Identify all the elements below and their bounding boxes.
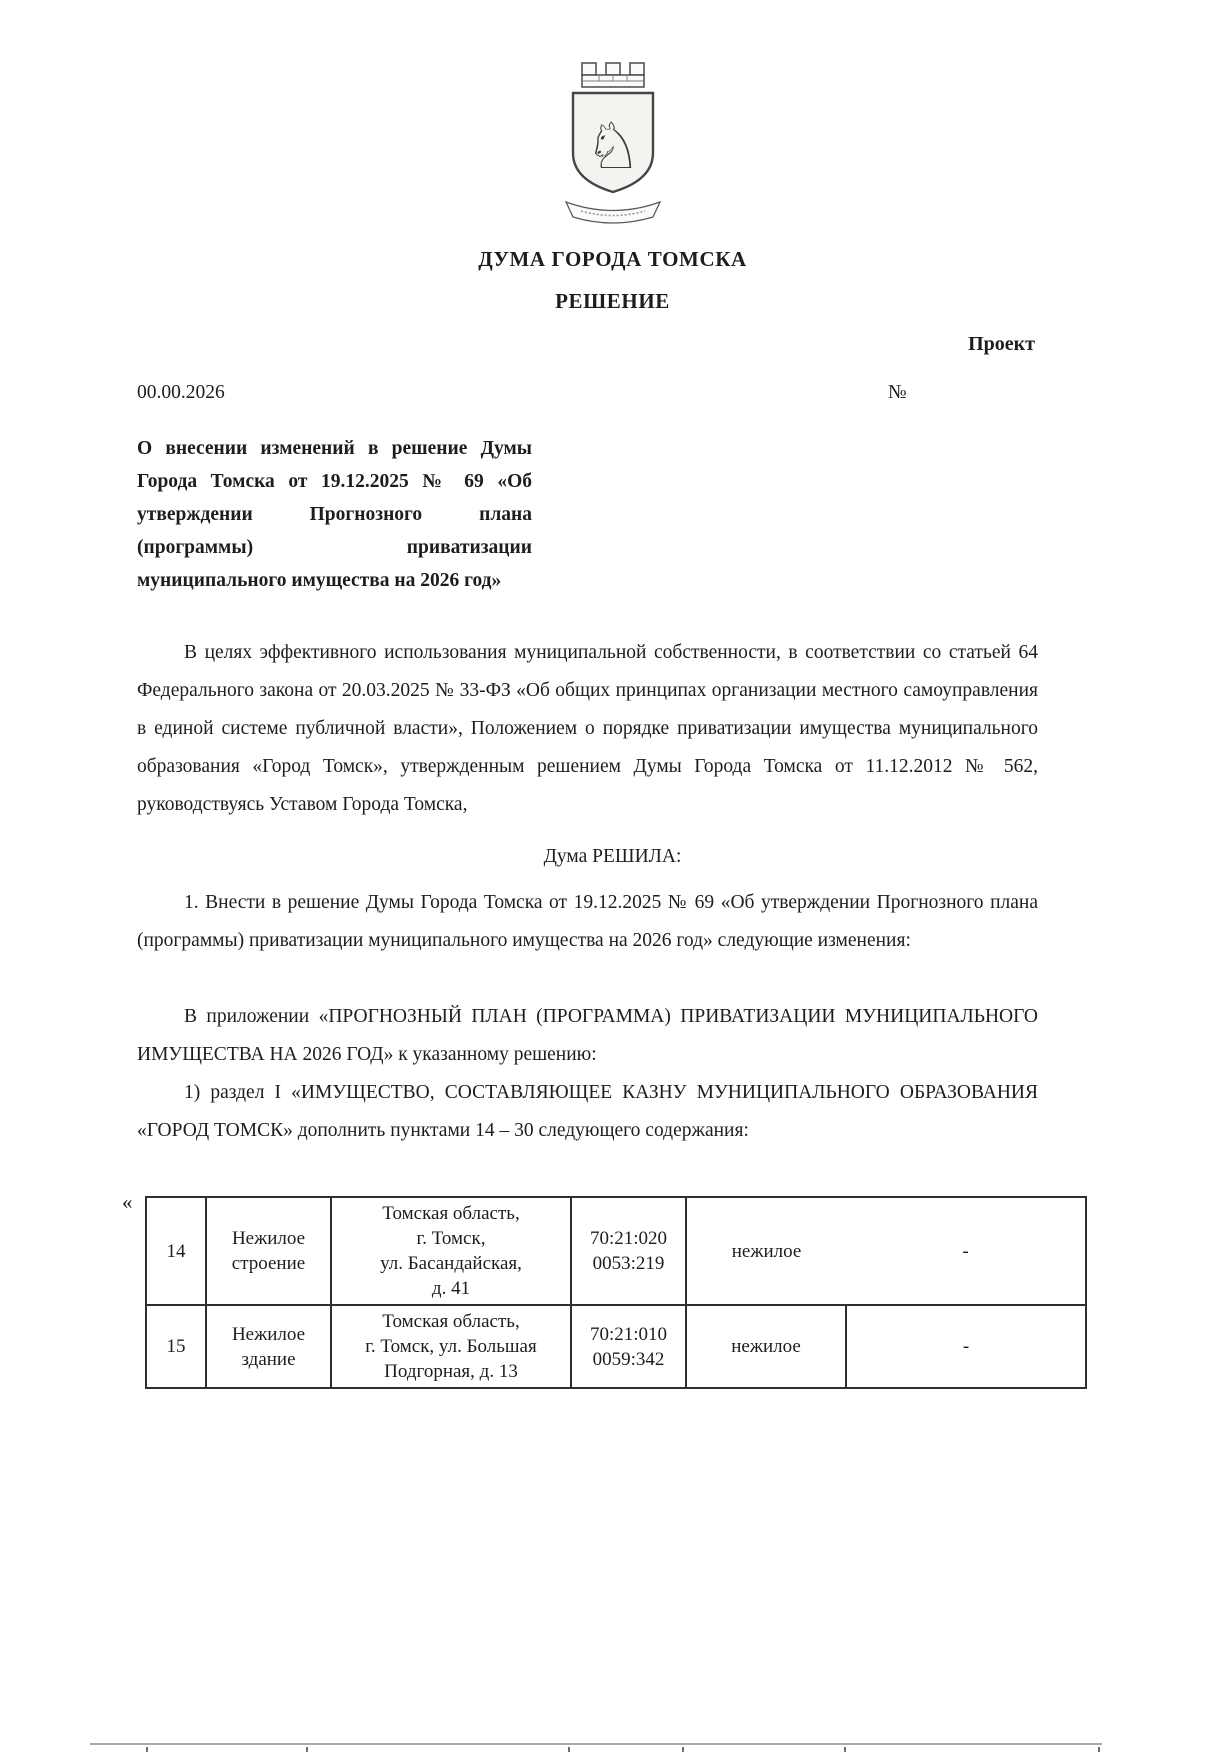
cell-purpose: нежилое — [686, 1197, 846, 1305]
document-number-sign: № — [888, 382, 907, 403]
horse-icon: ♘ — [583, 110, 642, 184]
address-line: Подгорная, д. 13 — [384, 1361, 518, 1382]
cadastral-line: 70:21:010 — [589, 1323, 668, 1345]
resolution-heading: Дума РЕШИЛА: — [543, 846, 682, 867]
project-label: Проект — [968, 333, 1035, 355]
address-line: Томская область, — [382, 1311, 520, 1332]
cadastral-line: 70:21:020 — [589, 1228, 668, 1249]
cell-address — [331, 1197, 571, 1305]
address-line: Томская область, — [382, 1203, 520, 1224]
cell-row-number: 14 — [146, 1197, 206, 1305]
address-line: г. Томск, ул. Большая — [365, 1336, 537, 1357]
document-type-title: РЕШЕНИЕ — [555, 289, 670, 313]
cell-note: - — [846, 1197, 1086, 1305]
cell-row-number: 15 — [146, 1305, 206, 1388]
cell-address — [331, 1305, 571, 1388]
table-row — [146, 1305, 1086, 1388]
address-line: ул. Басандайская, — [380, 1253, 522, 1274]
tomsk-coat-of-arms — [547, 56, 679, 231]
preamble-paragraph: В целях эффективного использования муниципальной собственности, в соответствии со статьей 64 Федерального закона от 20.03.2025 № 33-ФЗ «Об общих принципах организации местного самоуправления в единой системе публичной власти», Положением о порядке приватизации имущества муниципального образования «Город Томск», утвержденным решением Думы Города Томска от 11.12.2012 № 562, руководствуясь Уставом Города Томска, — [137, 642, 1038, 815]
coat-of-arms-graphic — [547, 56, 679, 226]
cadastral-line: 0059:342 — [592, 1348, 665, 1370]
cell-object-type: Нежилое строение — [206, 1197, 331, 1305]
cadastral-line: 0053:219 — [592, 1253, 665, 1274]
table-row — [146, 1197, 1086, 1305]
paragraph-2: В приложении «ПРОГНОЗНЫЙ ПЛАН (ПРОГРАММА) ПРИВАТИЗАЦИИ МУНИЦИПАЛЬНОГО ИМУЩЕСТВА НА 2026 ГОД» к указанному решению: — [137, 1006, 1038, 1065]
cell-purpose: нежилое — [686, 1305, 846, 1388]
address-line: д. 41 — [431, 1278, 471, 1299]
table-opening-quote: « — [122, 1190, 133, 1214]
document-date: 00.00.2026 — [137, 382, 225, 403]
cell-object-type: Нежилое здание — [206, 1305, 331, 1388]
cell-note: - — [846, 1305, 1086, 1388]
paragraph-1: 1. Внести в решение Думы Города Томска от 19.12.2025 № 69 «Об утверждении Прогнозного плана (программы) приватизации муниципального имущества на 2026 год» следующие изменения: — [137, 892, 1038, 951]
document-subject: О внесении изменений в решение Думы Города Томска от 19.12.2025 № 69 «Об утверждении Прогнозного плана (программы) приватизации муниципального имущества на 2026 год» — [137, 438, 532, 591]
paragraph-3: 1) раздел I «ИМУЩЕСТВО, СОСТАВЛЯЮЩЕЕ КАЗНУ МУНИЦИПАЛЬНОГО ОБРАЗОВАНИЯ «ГОРОД ТОМСК» дополнить пунктами 14 – 30 следующего содержания: — [137, 1082, 1038, 1141]
ribbon-shape — [566, 202, 660, 223]
org-title: ДУМА ГОРОДА ТОМСКА — [478, 247, 747, 271]
address-line: г. Томск, — [416, 1228, 486, 1249]
page-cutoff-artifact — [90, 1743, 1102, 1750]
cell-cadastral-number — [571, 1305, 686, 1388]
property-table — [145, 1196, 1087, 1389]
cell-cadastral-number — [571, 1197, 686, 1305]
